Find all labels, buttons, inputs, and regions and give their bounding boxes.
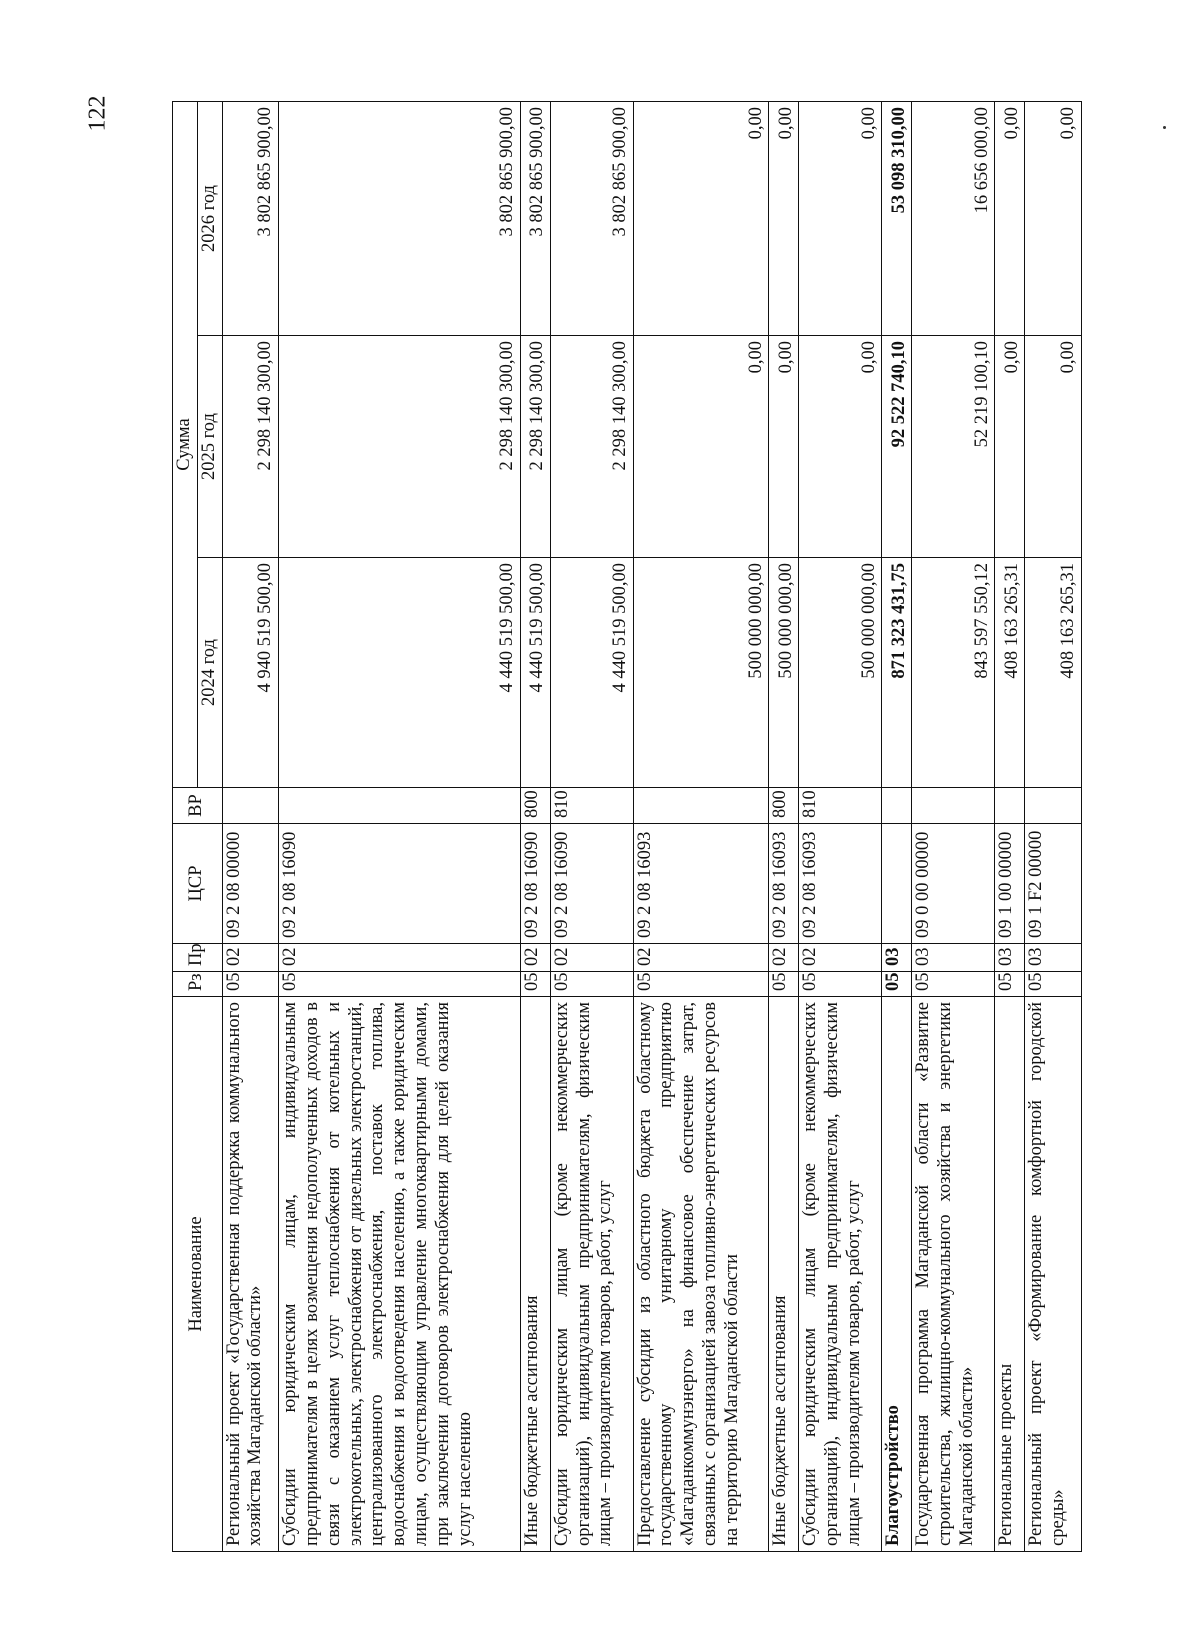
row-pr-cell: 02	[279, 944, 521, 972]
header-vr: ВР	[173, 788, 223, 824]
row-sum-2025-cell: 0,00	[633, 336, 769, 558]
row-name-cell: Региональный проект «Государственная поддержка коммунального хозяйства Магаданской области»	[222, 997, 278, 1552]
row-name-cell: Субсидии юридическим лицам (кроме некоммерческих организаций), индивидуальным предпринимателям, физическим лицам – производителям товаров, работ, услуг	[799, 997, 882, 1552]
row-sum-2025-cell: 2 298 140 300,00	[279, 336, 521, 558]
header-pr: Пр	[173, 944, 223, 972]
row-csr-cell: 09 2 08 16093	[799, 824, 882, 944]
table-row	[222, 101, 278, 1551]
row-sum-2024-cell: 4 440 519 500,00	[550, 558, 633, 788]
row-csr-cell: 09 1 00 00000	[995, 824, 1025, 944]
row-sum-2026-cell: 3 802 865 900,00	[520, 101, 550, 335]
row-rz-cell: 05	[279, 972, 521, 997]
row-rz-cell: 05	[912, 972, 995, 997]
header-name: Наименование	[173, 997, 223, 1552]
row-rz-cell: 05	[1025, 972, 1082, 997]
row-vr-cell: 810	[799, 788, 882, 824]
row-sum-2026-cell: 3 802 865 900,00	[222, 101, 278, 335]
scan-speck	[1163, 126, 1166, 129]
row-vr-cell	[912, 788, 995, 824]
row-name-cell: Иные бюджетные ассигнования	[769, 997, 799, 1552]
row-vr-cell	[995, 788, 1025, 824]
row-sum-2024-cell: 500 000 000,00	[769, 558, 799, 788]
row-sum-2025-cell: 92 522 740,10	[882, 336, 912, 558]
row-sum-2024-cell: 4 440 519 500,00	[279, 558, 521, 788]
row-rz-cell: 05	[799, 972, 882, 997]
header-sum: Сумма	[173, 101, 198, 787]
row-rz-cell: 05	[769, 972, 799, 997]
table-row	[279, 101, 521, 1551]
row-name-cell: Благоустройство	[882, 997, 912, 1552]
row-sum-2025-cell: 2 298 140 300,00	[550, 336, 633, 558]
row-sum-2024-cell: 408 163 265,31	[1025, 558, 1082, 788]
table-body	[222, 101, 1081, 1551]
row-sum-2026-cell: 0,00	[633, 101, 769, 335]
row-csr-cell: 09 2 08 16093	[769, 824, 799, 944]
row-sum-2024-cell: 871 323 431,75	[882, 558, 912, 788]
table-row	[550, 101, 633, 1551]
row-sum-2026-cell: 3 802 865 900,00	[550, 101, 633, 335]
row-pr-cell: 03	[1025, 944, 1082, 972]
table-row	[633, 101, 769, 1551]
row-pr-cell: 02	[550, 944, 633, 972]
row-rz-cell: 05	[882, 972, 912, 997]
table-row	[995, 101, 1025, 1551]
table-row	[799, 101, 882, 1551]
row-csr-cell: 09 2 08 16090	[550, 824, 633, 944]
row-pr-cell: 02	[799, 944, 882, 972]
row-sum-2026-cell: 0,00	[1025, 101, 1082, 335]
row-sum-2026-cell: 0,00	[995, 101, 1025, 335]
table-row	[769, 101, 799, 1551]
row-sum-2025-cell: 2 298 140 300,00	[222, 336, 278, 558]
header-year-2024: 2024 год	[197, 558, 222, 788]
row-pr-cell: 02	[633, 944, 769, 972]
row-sum-2025-cell: 0,00	[1025, 336, 1082, 558]
row-pr-cell: 03	[995, 944, 1025, 972]
header-csr: ЦСР	[173, 824, 223, 944]
row-sum-2026-cell: 0,00	[799, 101, 882, 335]
table-row	[1025, 101, 1082, 1551]
row-pr-cell: 02	[222, 944, 278, 972]
row-sum-2024-cell: 500 000 000,00	[633, 558, 769, 788]
row-sum-2026-cell: 0,00	[769, 101, 799, 335]
row-sum-2024-cell: 843 597 550,12	[912, 558, 995, 788]
row-name-cell: Региональный проект «Формирование комфортной городской среды»	[1025, 997, 1082, 1552]
row-name-cell: Субсидии юридическим лицам (кроме некоммерческих организаций), индивидуальным предпринимателям, физическим лицам – производителям товаров, работ, услуг	[550, 997, 633, 1552]
row-rz-cell: 05	[550, 972, 633, 997]
row-sum-2025-cell: 0,00	[769, 336, 799, 558]
rotated-table-container	[172, 102, 1082, 1552]
row-csr-cell: 09 2 08 16093	[633, 824, 769, 944]
table-row	[882, 101, 912, 1551]
row-sum-2024-cell: 4 940 519 500,00	[222, 558, 278, 788]
row-csr-cell	[882, 824, 912, 944]
page-number: 122	[84, 95, 111, 132]
header-year-2025: 2025 год	[197, 336, 222, 558]
row-name-cell: Предоставление субсидии из областного бюджета областному государственному унитарному предприятию «Магаданкоммунэнерго» на финансовое обеспечение затрат, связанных с организацией завоза топливно-энергетических ресурсов на территорию Магаданской области	[633, 997, 769, 1552]
row-sum-2026-cell: 3 802 865 900,00	[279, 101, 521, 335]
row-sum-2024-cell: 500 000 000,00	[799, 558, 882, 788]
row-sum-2026-cell: 16 656 000,00	[912, 101, 995, 335]
row-sum-2024-cell: 4 440 519 500,00	[520, 558, 550, 788]
row-csr-cell: 09 2 08 16090	[279, 824, 521, 944]
row-vr-cell	[222, 788, 278, 824]
row-sum-2025-cell: 2 298 140 300,00	[520, 336, 550, 558]
row-sum-2025-cell: 0,00	[799, 336, 882, 558]
row-name-cell: Государственная программа Магаданской области «Развитие строительства, жилищно-коммунального хозяйства и энергетики Магаданской области»	[912, 997, 995, 1552]
budget-table	[172, 101, 1082, 1552]
row-sum-2026-cell: 53 098 310,00	[882, 101, 912, 335]
row-csr-cell: 09 1 F2 00000	[1025, 824, 1082, 944]
row-vr-cell: 800	[769, 788, 799, 824]
row-rz-cell: 05	[520, 972, 550, 997]
row-vr-cell: 800	[520, 788, 550, 824]
row-vr-cell	[633, 788, 769, 824]
row-name-cell: Субсидии юридическим лицам, индивидуальным предпринимателям в целях возмещения недополученных доходов в связи с оказанием услуг теплоснабжения от котельных и электрокотельных, электроснабжения от дизельных электростанций, централизованного электроснабжения, поставок топлива, водоснабжения и водоотведения населению, а также юридическим лицам, осуществляющим управление многоквартирными домами, при заключении договоров электроснабжения для целей оказания услуг населению	[279, 997, 521, 1552]
row-pr-cell: 03	[882, 944, 912, 972]
row-name-cell: Региональные проекты	[995, 997, 1025, 1552]
row-csr-cell: 09 2 08 00000	[222, 824, 278, 944]
row-csr-cell: 09 0 00 00000	[912, 824, 995, 944]
row-rz-cell: 05	[222, 972, 278, 997]
row-sum-2025-cell: 0,00	[995, 336, 1025, 558]
row-rz-cell: 05	[633, 972, 769, 997]
row-csr-cell: 09 2 08 16090	[520, 824, 550, 944]
row-pr-cell: 02	[769, 944, 799, 972]
row-sum-2025-cell: 52 219 100,10	[912, 336, 995, 558]
row-vr-cell	[882, 788, 912, 824]
row-sum-2024-cell: 408 163 265,31	[995, 558, 1025, 788]
row-vr-cell	[1025, 788, 1082, 824]
table-row	[912, 101, 995, 1551]
table-row	[520, 101, 550, 1551]
header-year-2026: 2026 год	[197, 101, 222, 335]
row-pr-cell: 03	[912, 944, 995, 972]
row-rz-cell: 05	[995, 972, 1025, 997]
row-name-cell: Иные бюджетные ассигнования	[520, 997, 550, 1552]
header-rz: Рз	[173, 972, 223, 997]
row-vr-cell	[279, 788, 521, 824]
row-vr-cell: 810	[550, 788, 633, 824]
row-pr-cell: 02	[520, 944, 550, 972]
